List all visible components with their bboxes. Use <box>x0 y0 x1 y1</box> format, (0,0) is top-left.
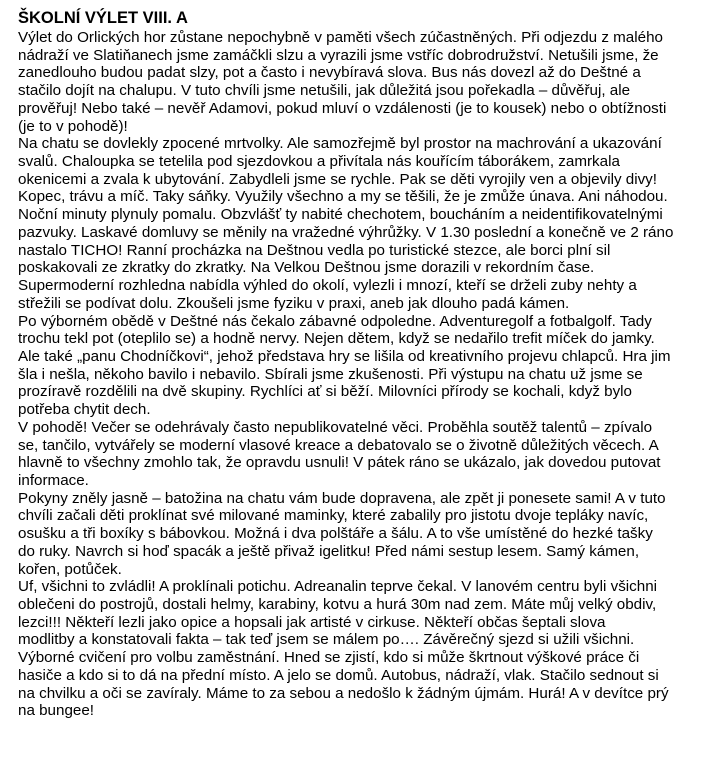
text-line: na bungee! <box>18 702 95 720</box>
text-line: Ale také „panu Chodníčkovi“, jehož představa hry se lišila od kreativního projevu chlapců. Hra jim <box>18 347 671 365</box>
text-line: prozíravě rozdělili na dvě skupiny. Rychlíci ať si běží. Milovníci přírody se kochali, když bylo <box>18 383 633 401</box>
text-line: V pohodě! Večer se odehrávaly často nepublikovatelné věci. Proběhla soutěž talentů – zpívalo <box>18 418 653 436</box>
text-line: stačilo dojít na chalupu. V tuto chvíli jsme netušili, jak důležitá jsou pořekadla – důvěřuj, ale <box>18 82 631 100</box>
text-line: do ruky. Navrch si hoď spacák a ještě přivaž igelitku! Před námi sestup lesem. Samý kámen, <box>18 542 640 560</box>
text-line: Výborné cvičení pro volbu zaměstnání. Hned se zjistí, kdo si může škrtnout výškové práce či <box>18 649 640 667</box>
text-line: okenicemi a zvala k ubytování. Zabydleli jsme se rychle. Pak se děti vyrojily ven a objevily divy! <box>18 170 657 188</box>
text-line: (je to v pohodě)! <box>18 117 128 135</box>
text-line: osušku a tři boxíky s bábovkou. Možná i dva polštáře a šálu. A to vše umístěné do hezké tašky <box>18 525 653 543</box>
text-line: pazvuky. Laskavé domluvy se měnily na vražedné výhrůžky. V 1.30 poslední a konečně ve 2 ráno <box>18 223 674 241</box>
text-line: šla i nešla, někoho bavilo i nebavilo. Sbírali jsme zkušenosti. Při výstupu na chatu už jsme se <box>18 365 643 383</box>
article-body <box>18 29 698 720</box>
text-line: se, tančilo, vytvářely se moderní vlasové kreace a debatovalo se o životně důležitých věcech. A <box>18 436 659 454</box>
text-line: Uf, všichni to zvládli! A proklínali potichu. Adreanalin teprve čekal. V lanovém centru byli všichni <box>18 578 658 596</box>
text-line: nádraží ve Slatiňanech jsme zamáčkli slzu a vyrazili jsme vstříc dobrodružství. Netušili jsme, že <box>18 46 659 64</box>
text-line: hlavně to všechny zmohlo tak, že opravdu usnuli! V pátek ráno se ukázalo, jak dovedou putovat <box>18 454 661 472</box>
text-line: nastalo TICHO! Ranní procházka na Deštnou vedla po turistické stezce, ale borci plní sil <box>18 241 611 259</box>
text-line: kořen, potůček. <box>18 560 122 578</box>
text-line: Po výborném obědě v Deštné nás čekalo zábavné odpoledne. Adventuregolf a fotbalgolf. Tady <box>18 312 652 330</box>
text-line: svalů. Chaloupka se tetelila pod sjezdovkou a přivítala nás kouřícím táborákem, zamrkala <box>18 153 620 171</box>
text-line: střežili se podívat dolu. Zkoušeli jsme fyziku v praxi, aneb jak dlouho padá kámen. <box>18 294 570 312</box>
text-line: zanedlouho budou padat slzy, pot a často i nevybíravá slova. Bus nás dovezl až do Deštné a <box>18 64 641 82</box>
text-line: Kopec, trávu a míč. Taky sáňky. Využily všechno a my se těšili, že je zmůže únava. Ani náhodou. <box>18 188 668 206</box>
text-line: prověřuj! Nebo také – nevěř Adamovi, pokud mluví o vzdálenosti (je to kousek) nebo o obtížnosti <box>18 99 667 117</box>
article-title: ŠKOLNÍ VÝLET VIII. A <box>18 9 188 27</box>
text-line: potřeba chytit dech. <box>18 401 151 419</box>
text-line: trochu tekl pot (oteplilo se) a hodně nervy. Nejen dětem, když se nedařilo trefit míček do jamky. <box>18 330 655 348</box>
text-line: lezci!!! Někteří lezli jako opice a hopsali jak artisté v cirkuse. Někteří občas šeptali slova <box>18 613 606 631</box>
text-line: Na chatu se dovlekly zpocené mrtvolky. Ale samozřejmě byl prostor na machrování a ukazování <box>18 135 662 153</box>
text-line: Pokyny zněly jasně – batožina na chatu vám bude dopravena, ale zpět ji ponesete sami! A v tuto <box>18 489 666 507</box>
text-line: na chvilku a oči se zavíraly. Máme to za sebou a nedošlo k žádným újmám. Hurá! A v devítce prý <box>18 684 669 702</box>
article <box>18 8 698 720</box>
text-line: chvíli začali děti proklínat své milované maminky, které zabalily pro jistotu dvoje tepláky navíc, <box>18 507 649 525</box>
text-line: Výlet do Orlických hor zůstane nepochybně v paměti všech zúčastněných. Při odjezdu z malého <box>18 29 663 46</box>
text-line: hasiče a kdo si to dá na přední místo. A jelo se domů. Autobus, nádraží, vlak. Stačilo sednout si <box>18 666 659 684</box>
text-line: modlitby a konstatovali fakta – tak teď jsem se málem po…. Závěrečný sjezd si užili všichni. <box>18 631 635 649</box>
text-line: oblečeni do postrojů, dostali helmy, karabiny, kotvu a hurá 30m nad zem. Máte můj velký obdiv, <box>18 596 657 613</box>
text-line: Noční minuty plynuly pomalu. Obzvlášť ty nabité chechotem, boucháním a neidentifikovatelnými <box>18 206 663 224</box>
text-line: poskakovali ze zkratky do zkratky. Na Velkou Deštnou jsme dorazili v rekordním čase. <box>18 259 595 277</box>
text-line: Supermoderní rozhledna nabídla výhled do okolí, vylezli i mnozí, kteří se drželi zuby nehty a <box>18 277 637 295</box>
text-line: informace. <box>18 471 89 489</box>
